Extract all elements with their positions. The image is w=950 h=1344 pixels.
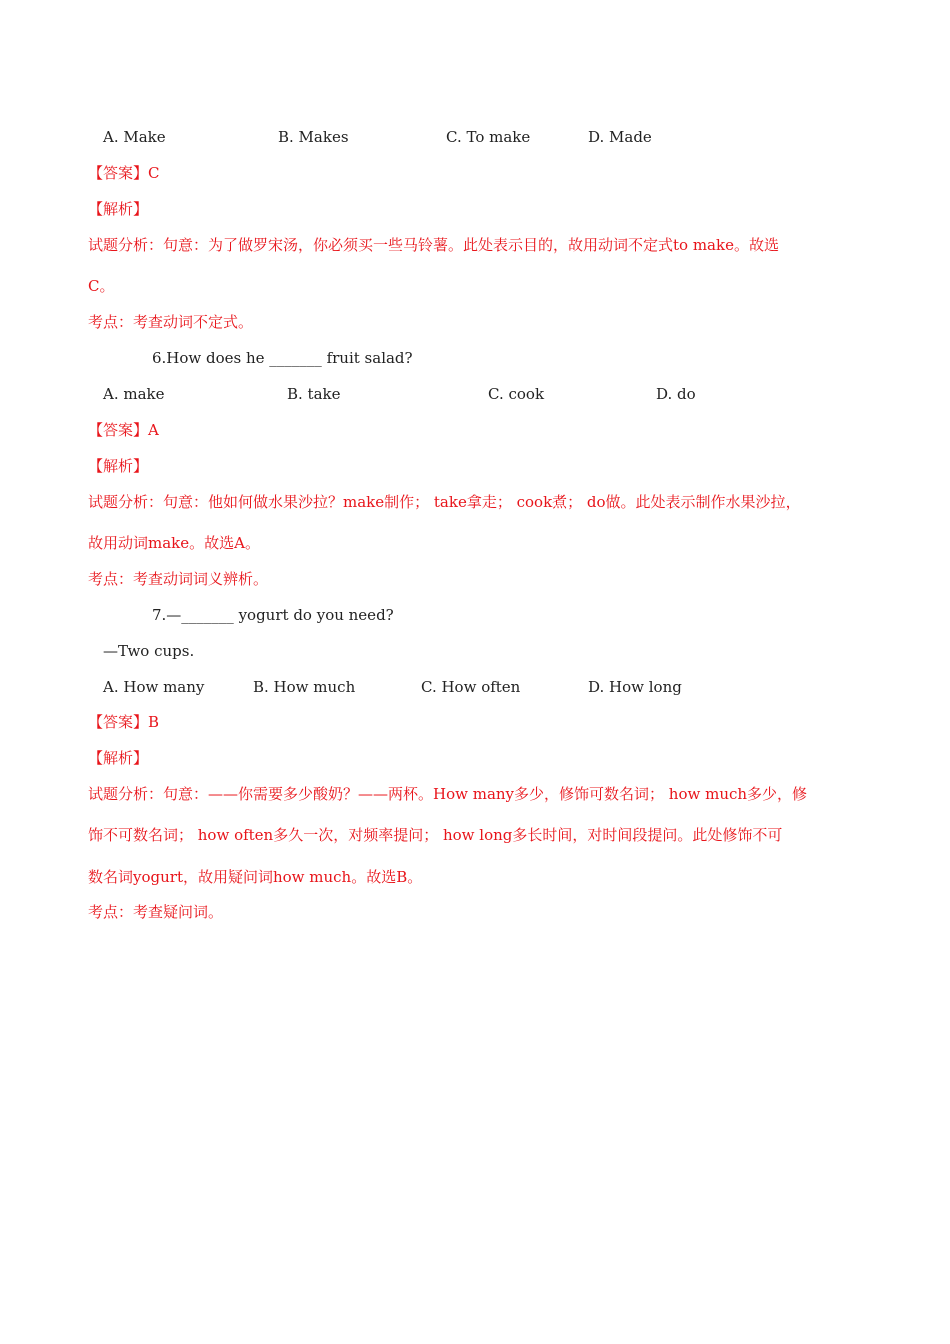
q7-analysis-label: 【解析】 <box>88 749 149 767</box>
q7-option-a: A. How many <box>103 678 205 696</box>
q7-option-d: D. How long <box>588 678 682 696</box>
q6-analysis-line-2: 故用动词make。故选A。 <box>88 534 260 552</box>
q7-analysis-line-2: 饰不可数名词； how often多久一次，对频率提问； how long多长时间，对时间段提问。此处修饰不可 <box>88 826 783 844</box>
q6-option-c: C. cook <box>488 385 545 403</box>
q6-option-a: A. make <box>103 385 165 403</box>
q5-analysis-line-1: 试题分析：句意：为了做罗宋汤，你必须买一些马铃薯。此处表示目的，故用动词不定式to make。故选 <box>88 236 779 254</box>
q5-analysis-line-2: C。 <box>88 277 115 295</box>
q7-reply: —Two cups. <box>103 642 195 660</box>
q7-answer: 【答案】B <box>88 713 160 731</box>
q5-option-d: D. Made <box>588 128 652 146</box>
q7-analysis-line-1: 试题分析：句意：——你需要多少酸奶？——两杯。How many多少，修饰可数名词； how much多少，修 <box>88 785 808 803</box>
q7-stem: 7.—_______ yogurt do you need? <box>152 606 394 624</box>
q6-analysis-label: 【解析】 <box>88 457 149 475</box>
q5-option-a: A. Make <box>103 128 166 146</box>
q5-analysis-label: 【解析】 <box>88 200 149 218</box>
q7-analysis-line-3: 数名词yogurt，故用疑问词how much。故选B。 <box>88 868 423 886</box>
q5-option-b: B. Makes <box>278 128 349 146</box>
q6-option-b: B. take <box>287 385 341 403</box>
q5-option-c: C. To make <box>446 128 531 146</box>
q5-answer: 【答案】C <box>88 164 160 182</box>
q6-analysis-line-1: 试题分析：句意：他如何做水果沙拉？make制作； take拿走； cook煮； do做。此处表示制作水果沙拉， <box>88 493 801 511</box>
q7-option-c: C. How often <box>421 678 521 696</box>
q6-answer: 【答案】A <box>88 421 159 439</box>
q5-point: 考点：考查动词不定式。 <box>88 313 254 331</box>
q7-option-b: B. How much <box>253 678 356 696</box>
q6-option-d: D. do <box>656 385 696 403</box>
q6-point: 考点：考查动词词义辨析。 <box>88 570 269 588</box>
q7-point: 考点：考查疑问词。 <box>88 903 224 921</box>
q6-stem: 6.How does he _______ fruit salad? <box>152 349 413 367</box>
